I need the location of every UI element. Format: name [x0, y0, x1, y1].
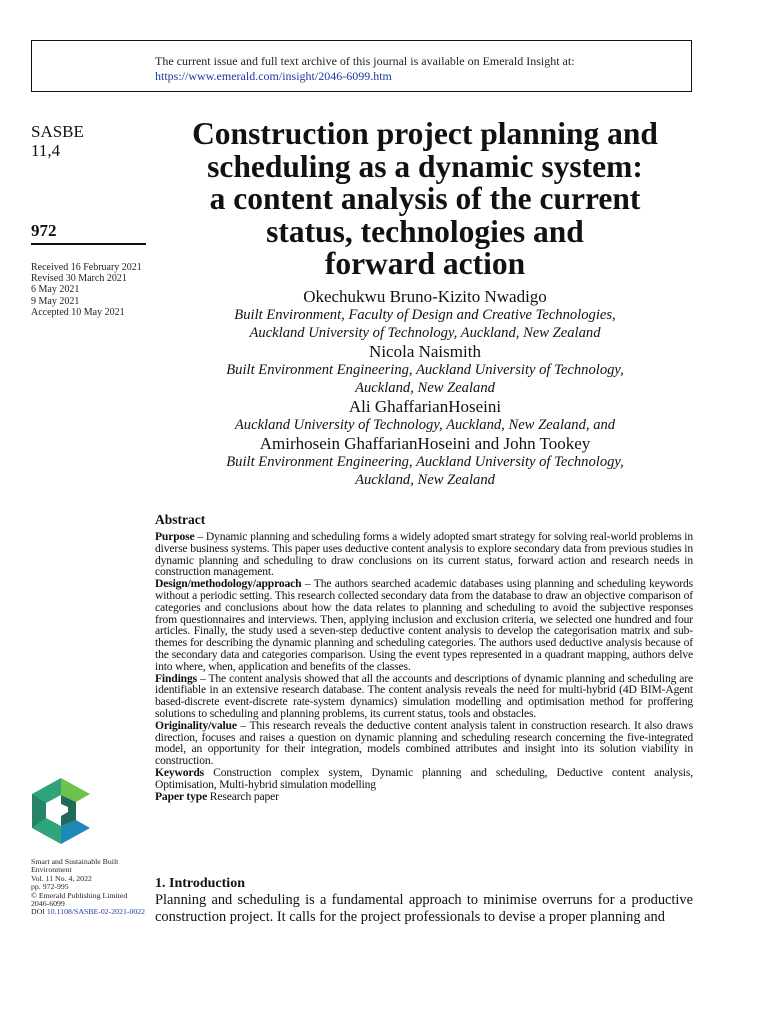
purpose-text: – Dynamic planning and scheduling forms a widely adopted smart strategy for solving real-world problems in diverse business systems. This paper uses deductive content analysis to explore secondary data from previous studies in dynamic planning and scheduling to draw conclusions on its current status, forward action and research needs in construction management. — [155, 530, 693, 579]
author-name: Ali GhaffarianHoseini — [348, 397, 502, 416]
author-list — [150, 287, 700, 489]
author-affiliation: Built Environment Engineering, Auckland University of Technology, — [226, 362, 624, 378]
date-accepted: Accepted 10 May 2021 — [31, 306, 125, 318]
title-line: status, technologies and — [266, 213, 584, 249]
article-dates — [31, 262, 142, 318]
author-affiliation: Auckland, New Zealand — [355, 472, 495, 488]
archive-notice: The current issue and full text archive of this journal is available on Emerald Insight at: — [155, 54, 575, 68]
journal-info — [31, 858, 145, 917]
title-line: Construction project planning and — [192, 116, 658, 151]
findings-label: Findings — [155, 671, 197, 685]
journal-abbrev-block — [31, 122, 84, 160]
author-name: Okechukwu Bruno-Kizito Nwadigo — [303, 287, 547, 306]
author-affiliation: Auckland University of Technology, Auckland, New Zealand — [249, 325, 601, 341]
abstract-section — [155, 512, 693, 802]
keywords-label: Keywords — [155, 765, 205, 779]
sasbe-emerald-logo-icon — [30, 776, 92, 846]
keywords — [155, 767, 693, 791]
journal-name: Smart and Sustainable Built — [31, 857, 119, 866]
page-number: 972 — [31, 221, 57, 240]
originality-text: – This research reveals the deductive content analysis talent in construction research. It also draws direction, focuses and raises a question on dynamic planning and scheduling research concerning the five-integrated model, an opportunity for their integration, models combined attributes and insight into its solution viability in construction. — [155, 718, 693, 768]
keywords-text: Construction complex system, Dynamic planning and scheduling, Deductive content analysis, Optimisation, Multi-hybrid simulation modelling — [155, 765, 693, 791]
journal-issn: 2046-6099 — [31, 899, 65, 909]
findings-text: – The content analysis showed that all the accounts and descriptions of dynamic planning and scheduling are identifiable in an extensive research database. The content analysis reveals the need for multi-hybrid (4D BIM-Agent based-discrete event-discrete rate-system dynamics) simulation modelling and optimisation method for proffering solutions to scheduling and planning problems, its current status, tools and obstacles. — [155, 671, 693, 720]
journal-name-cont: Environment — [31, 865, 72, 875]
title-line: forward action — [324, 246, 526, 281]
journal-publisher: © Emerald Publishing Limited — [31, 890, 128, 900]
paper-type — [155, 791, 693, 803]
archive-link[interactable]: https://www.emerald.com/insight/2046-6099.htm — [155, 69, 392, 83]
abstract-purpose — [155, 531, 693, 578]
design-text: – The authors searched academic databases using planning and scheduling keywords without a periodic setting. This research collected secondary data from the database to draw an objective comparison of categories and conclusions about how the data relates to planning and scheduling to avoid the subjective responses from questionnaires and interviews. Then, applying inclusion and exclusion criteria, we selected one hundred and four articles. Finally, the study used a seven-step deductive content analysis to develop the categorisation matrix and sub-themes for describing the dynamic planning and scheduling categories. The authors used deductive analysis because of the secondary data and categories comparison. Using the event types represented in a quadrant mapping, authors delve into where, when, application and benefits of the classes. — [155, 577, 693, 673]
date-revised-2: 6 May 2021 — [31, 284, 80, 296]
purpose-label: Purpose — [155, 530, 195, 543]
design-label: Design/methodology/approach — [155, 577, 302, 591]
journal-volume: Vol. 11 No. 4, 2022 — [31, 873, 92, 883]
abstract-findings — [155, 673, 693, 720]
date-received: Received 16 February 2021 — [31, 262, 142, 273]
journal-abbrev: SASBE — [31, 122, 84, 141]
originality-label: Originality/value — [155, 718, 237, 732]
date-revised: Revised 30 March 2021 — [31, 273, 127, 285]
title-line: a content analysis of the current — [209, 181, 641, 216]
volume-issue: 11,4 — [31, 141, 61, 160]
papertype-label: Paper type — [155, 789, 208, 803]
author-affiliation: Built Environment Engineering, Auckland University of Technology, — [226, 454, 624, 470]
author-affiliation: Auckland University of Technology, Auckland, New Zealand, and — [234, 417, 616, 433]
doi-line — [31, 908, 145, 916]
section-heading: 1. Introduction — [155, 876, 245, 891]
sidebar-divider — [31, 243, 146, 245]
author-name: Amirhosein GhaffarianHoseini and John Tookey — [259, 434, 591, 453]
journal-archive-box — [31, 40, 692, 92]
author-affiliation: Auckland, New Zealand — [355, 380, 495, 396]
author-affiliation: Built Environment, Faculty of Design and Creative Technologies, — [234, 307, 616, 323]
doi-label: DOI — [31, 907, 45, 917]
abstract-heading: Abstract — [155, 512, 206, 527]
date-revised-3: 9 May 2021 — [31, 295, 80, 307]
title-line: scheduling as a dynamic system: — [207, 148, 643, 184]
papertype-text: Research paper — [207, 789, 279, 803]
abstract-originality — [155, 720, 693, 767]
author-name: Nicola Naismith — [369, 342, 481, 361]
doi-link[interactable]: 10.1108/SASBE-02-2021-0022 — [46, 907, 146, 917]
journal-pages: pp. 972-995 — [31, 882, 69, 892]
article-title — [150, 118, 700, 281]
abstract-design — [155, 578, 693, 672]
introduction-paragraph: Planning and scheduling is a fundamental approach to minimise overruns for a productive construction project. It calls for the project professionals to devise a proper planning and — [155, 892, 693, 925]
